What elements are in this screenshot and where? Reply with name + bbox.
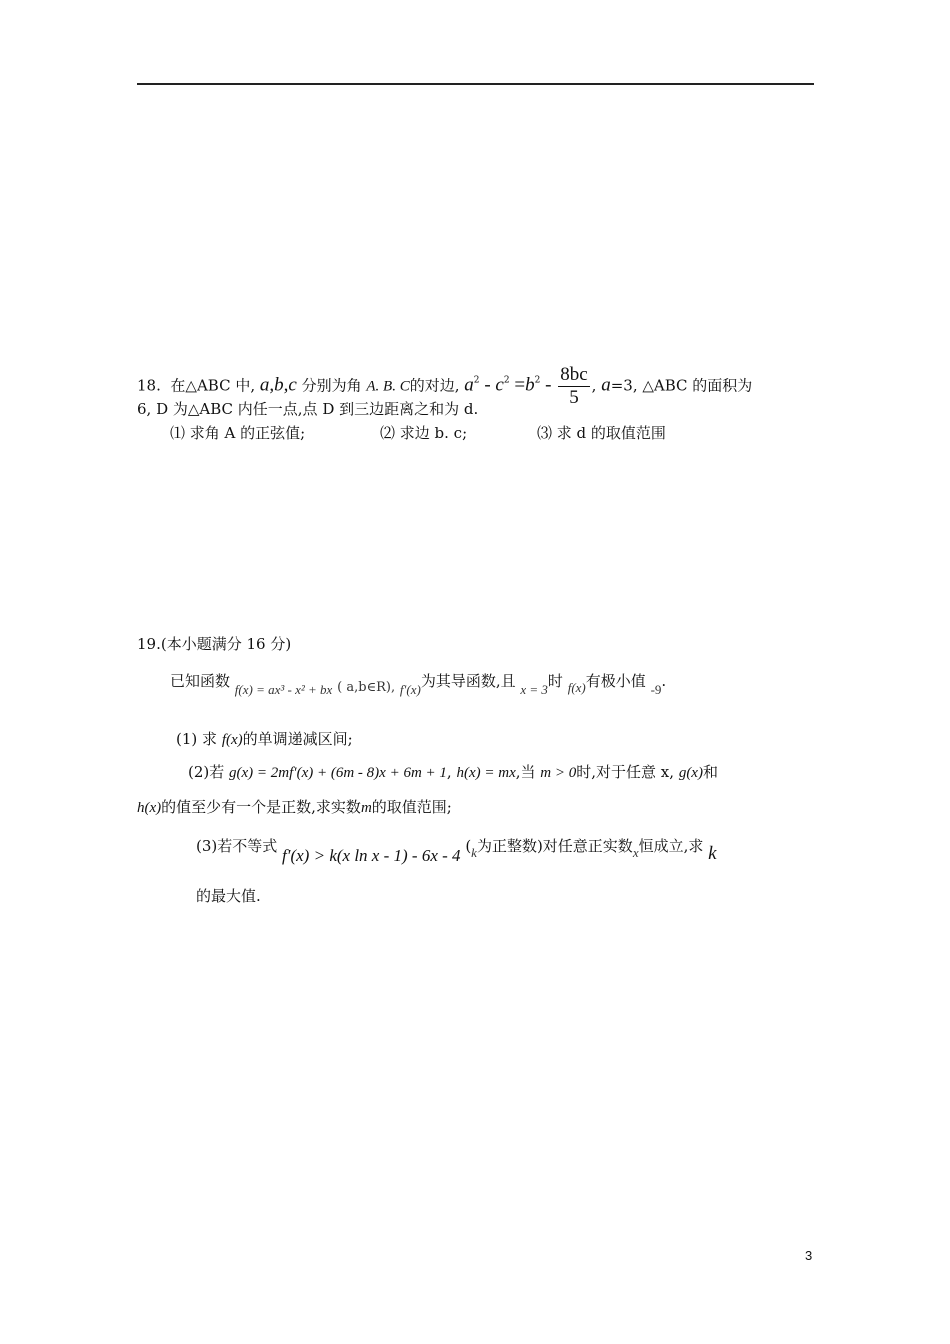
header-rule — [137, 83, 814, 85]
q18-vars: a,b,c — [259, 374, 297, 396]
q19-part2: (2)若 g(x) = 2mf′(x) + (6m - 8)x + 6m + 1, h(x) = mx,当 m > 0时,对于任意 x, g(x)和 — [188, 763, 718, 781]
q19-part2-cont: h(x)的值至少有一个是正数,求实数m的取值范围; — [137, 798, 452, 816]
q18-sub3: ⑶ 求 d 的取值范围 — [537, 424, 666, 442]
q19-part3-end: 的最大值. — [196, 887, 261, 905]
q18-angles: A. B. C — [366, 378, 410, 395]
q18-sub1: ⑴ 求角 A 的正弦值; — [170, 424, 306, 442]
q19-header: 19.(本小题满分 16 分) — [137, 635, 292, 653]
q19-given: 已知函数 f(x) = ax³ - x² + bx ( a,b∈R), f′(x)为其导函数,且 x = 3时 f(x)有极小值 -9. — [170, 672, 667, 697]
q19-inequality: f′(x) > k(x ln x - 1) - 6x - 4 — [282, 846, 461, 865]
q18-line1: 18. 在△ABC 中, a,b,c 分别为角 A. B. C的对边, $a^2 - c^2 =b^2$ - $\frac{8bc}{5}$ , a=3, △ABC 的面积为 — [137, 364, 753, 408]
q18-fraction: $\frac{8bc}{5}$ — [560, 364, 588, 408]
q19-part1: (1) 求 f(x)的单调递减区间; — [176, 730, 353, 748]
q19-part3: (3)若不等式 f′(x) > k(x ln x - 1) - 6x - 4 (k为正整数)对任意正实数x恒成立,求 k — [196, 837, 717, 865]
q19-function-def: f(x) = ax³ - x² + bx — [234, 682, 333, 697]
q18-line2: 6, D 为△ABC 内任一点,点 D 到三边距离之和为 d. — [137, 400, 479, 418]
page-number: 3 — [805, 1248, 813, 1263]
q18-number: 18. — [137, 376, 161, 395]
q18-sub2: ⑵ 求边 b. c; — [380, 424, 468, 442]
q19-number: 19. — [137, 635, 161, 653]
